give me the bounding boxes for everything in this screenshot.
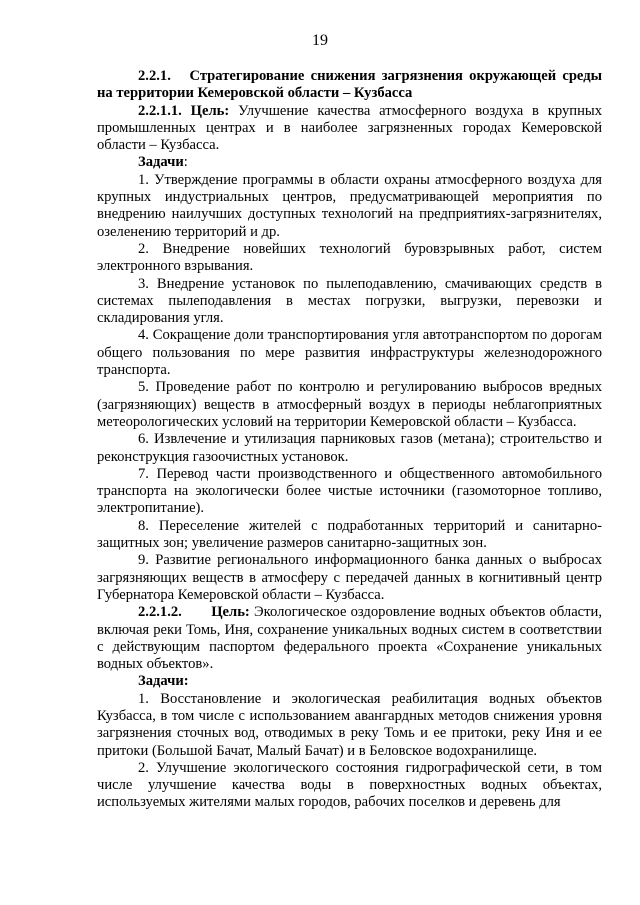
tasks-heading-1: Задачи: xyxy=(138,154,188,171)
task-item: 1. Восстановление и экологическая реабилитация водных объектов Кузбасса, в том числе с использованием авангардных методов снижения уровня загрязнения сточных вод, отводимых в реку Томь и ее притоки, реку Иня и ее притоки (Большой Бачат, Малый Бачат) и в Беловское водохранилище. xyxy=(97,690,602,759)
task-item: 1. Утверждение программы в области охраны атмосферного воздуха для крупных индустриальных центров, предусматривающей мероприятия по внедрению наилучших доступных технологий на предприятиях-загрязнителях, озеленению территорий и др. xyxy=(97,171,602,240)
goal-2-2-1-1: 2.2.1.1. Цель: Улучшение качества атмосферного воздуха в крупных промышленных центрах и в наиболее загрязненных городах Кемеровской области – Кузбасса. xyxy=(97,102,603,154)
task-item: 7. Перевод части производственного и общественного автомобильного транспорта на экологически более чистые источники (газомоторное топливо, электропитание). xyxy=(97,465,602,517)
task-item: 6. Извлечение и утилизация парниковых газов (метана); строительство и реконструкция газоочистных установок. xyxy=(97,431,602,465)
task-item: 3. Внедрение установок по пылеподавлению, смачивающих средств в системах пылеподавления в местах погрузки, выгрузки, перевозки и складирования угля. xyxy=(97,275,602,327)
tasks-heading-2: Задачи: xyxy=(138,673,189,690)
goal-2-2-1-2: 2.2.1.2. Цель: Экологическое оздоровление водных объектов области, включая реки Томь, Иня, сохранение уникальных водных систем в соответствии с действующим паспортом федерального проекта «Сохранение уникальных водных объектов». xyxy=(97,604,602,673)
task-item: 2. Внедрение новейших технологий буровзрывных работ, систем электронного взрывания. xyxy=(97,240,602,275)
task-item: 4. Сокращение доли транспортирования угля автотранспортом по дорогам общего пользования по мере развития инфраструктуры железнодорожного транспорта. xyxy=(97,327,602,379)
task-item: 5. Проведение работ по контролю и регулированию выбросов вредных (загрязняющих) веществ в атмосферный воздух в периоды неблагоприятных метеорологических условий на территории Кемеровской области – Кузбасса. xyxy=(97,379,602,430)
task-item: 9. Развитие регионального информационного банка данных о выбросах загрязняющих веществ в атмосферу с передачей данных в когнитивный центр Губернатора Кемеровской области – Кузбасса. xyxy=(97,552,602,603)
section-heading-2-2-1: 2.2.1. Стратегирование снижения загрязнения окружающей среды на территории Кемеровской области – Кузбасса xyxy=(97,68,602,102)
task-item: 2. Улучшение экологического состояния гидрографической сети, в том числе улучшение качества воды в поверхностных водных объектах, используемых жителями малых городов, рабочих поселков и деревень для xyxy=(97,759,602,811)
task-item: 8. Переселение жителей с подработанных территорий и санитарно-защитных зон; увеличение размеров санитарно-защитных зон. xyxy=(97,517,602,552)
page-number: 19 xyxy=(312,32,328,49)
page-content xyxy=(97,68,602,812)
